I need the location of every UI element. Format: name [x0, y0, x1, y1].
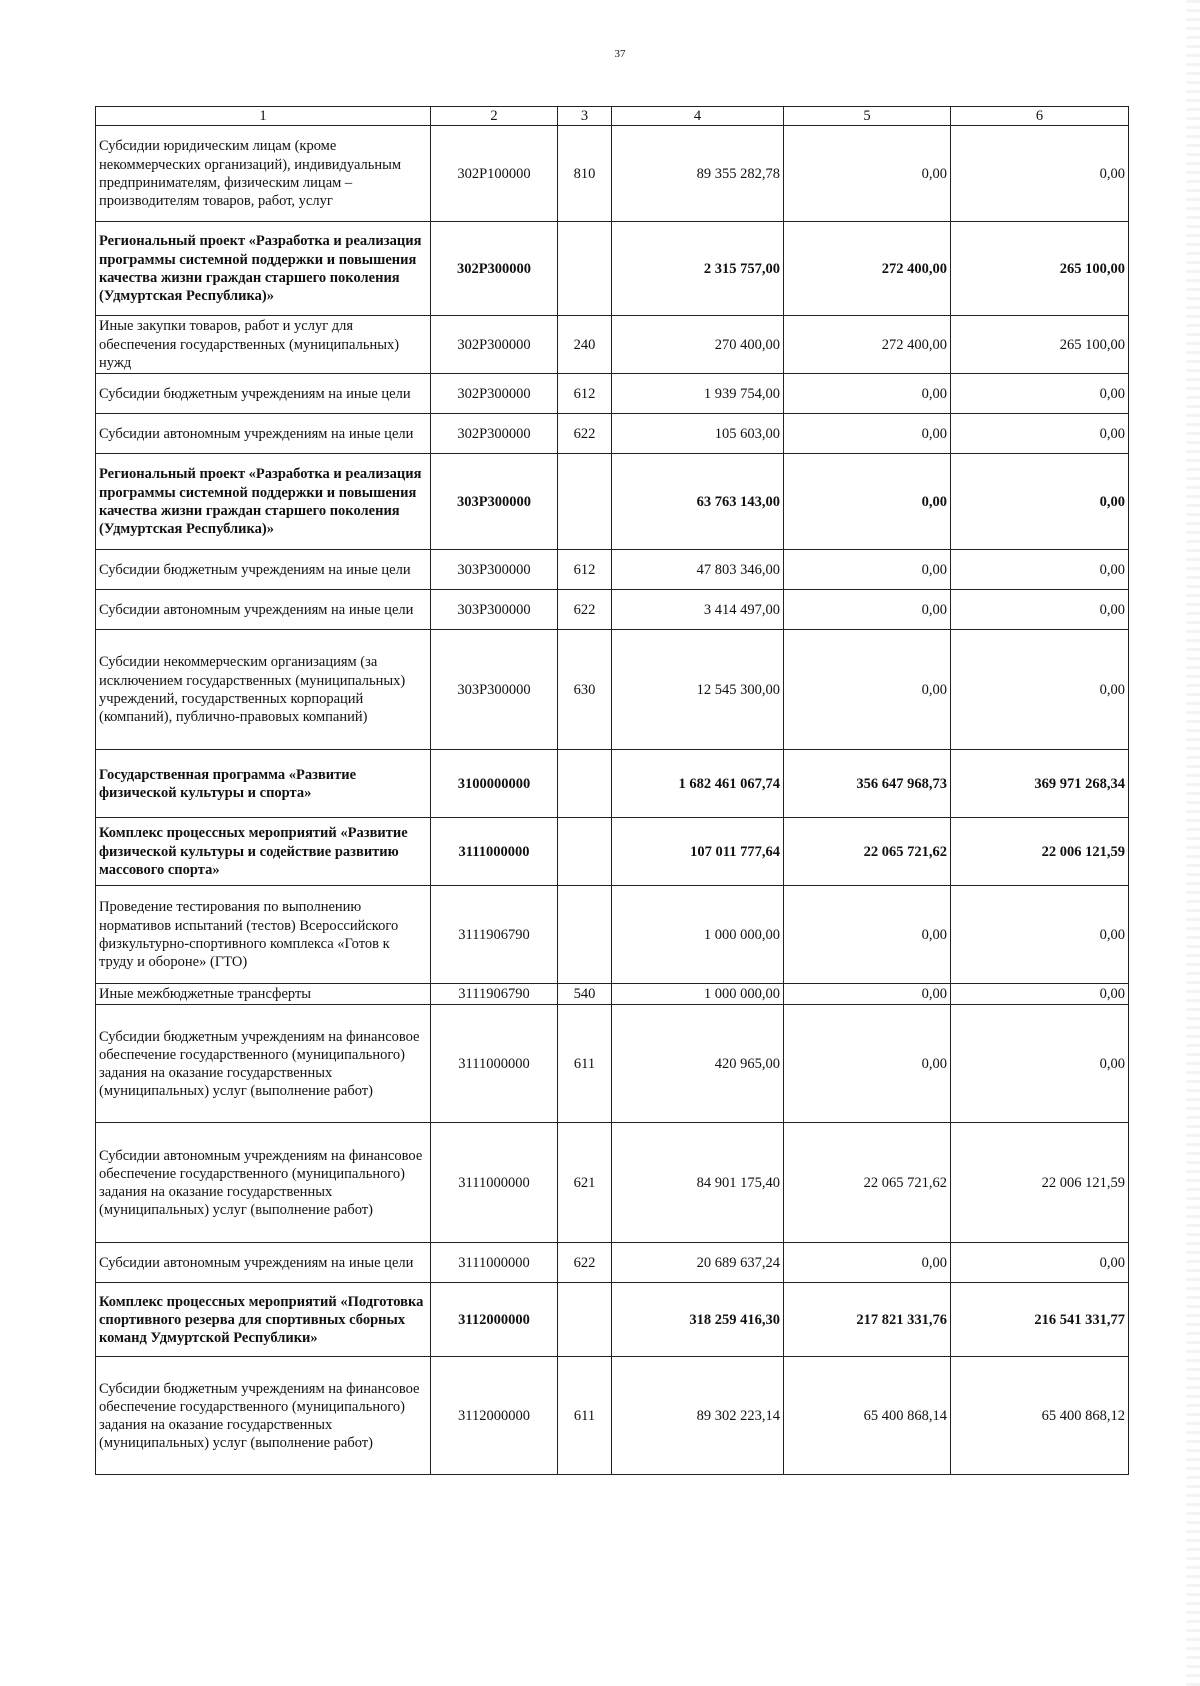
- row-name-cell: Субсидии юридическим лицам (кроме некоммерческих организаций), индивидуальным предпринимателям, физическим лицам – производителям товаров, работ, услуг: [96, 126, 431, 222]
- row-value-col6-cell: 265 100,00: [951, 222, 1129, 316]
- row-name-cell: Региональный проект «Разработка и реализация программы системной поддержки и повышения качества жизни граждан старшего поколения (Удмуртская Республика)»: [96, 222, 431, 316]
- column-header: 5: [784, 107, 951, 126]
- table-row-section: [96, 1283, 1129, 1357]
- row-code-cell: 3100000000: [431, 750, 558, 818]
- row-value-col6-cell: 216 541 331,77: [951, 1283, 1129, 1357]
- row-value-col6-cell: 65 400 868,12: [951, 1357, 1129, 1475]
- row-code-cell: 3111000000: [431, 1005, 558, 1123]
- row-value-col4-cell: 20 689 637,24: [612, 1243, 784, 1283]
- row-code-cell: 3111000000: [431, 1243, 558, 1283]
- row-code-cell: 302P300000: [431, 222, 558, 316]
- row-value-col6-cell: 0,00: [951, 374, 1129, 414]
- row-expense-type-cell: [558, 1283, 612, 1357]
- row-value-col5-cell: 217 821 331,76: [784, 1283, 951, 1357]
- row-name-cell: Проведение тестирования по выполнению нормативов испытаний (тестов) Всероссийского физкультурно-спортивного комплекса «Готов к труду и обороне» (ГТО): [96, 886, 431, 984]
- scan-edge-artifact: [1186, 0, 1200, 1686]
- row-value-col4-cell: 47 803 346,00: [612, 550, 784, 590]
- row-value-col5-cell: 0,00: [784, 630, 951, 750]
- row-expense-type-cell: 240: [558, 316, 612, 374]
- row-name-cell: Субсидии бюджетным учреждениям на иные цели: [96, 550, 431, 590]
- table-row-section: [96, 818, 1129, 886]
- row-value-col5-cell: 356 647 968,73: [784, 750, 951, 818]
- row-value-col5-cell: 0,00: [784, 414, 951, 454]
- row-value-col6-cell: 0,00: [951, 1243, 1129, 1283]
- row-expense-type-cell: 612: [558, 374, 612, 414]
- row-expense-type-cell: 630: [558, 630, 612, 750]
- row-value-col5-cell: 0,00: [784, 126, 951, 222]
- row-name-cell: Иные межбюджетные трансферты: [96, 984, 431, 1005]
- table-header-row: [96, 107, 1129, 126]
- row-value-col6-cell: 0,00: [951, 630, 1129, 750]
- table-row: [96, 550, 1129, 590]
- row-value-col4-cell: 89 302 223,14: [612, 1357, 784, 1475]
- row-expense-type-cell: [558, 222, 612, 316]
- row-code-cell: 3111906790: [431, 984, 558, 1005]
- row-value-col5-cell: 0,00: [784, 1005, 951, 1123]
- row-value-col5-cell: 272 400,00: [784, 316, 951, 374]
- row-name-cell: Субсидии автономным учреждениям на иные цели: [96, 414, 431, 454]
- row-value-col5-cell: 0,00: [784, 886, 951, 984]
- table-row: [96, 374, 1129, 414]
- row-expense-type-cell: 611: [558, 1005, 612, 1123]
- table-row: [96, 886, 1129, 984]
- row-expense-type-cell: 611: [558, 1357, 612, 1475]
- row-code-cell: 3112000000: [431, 1357, 558, 1475]
- table-row: [96, 1123, 1129, 1243]
- row-code-cell: 303P300000: [431, 590, 558, 630]
- row-value-col6-cell: 0,00: [951, 886, 1129, 984]
- row-expense-type-cell: 621: [558, 1123, 612, 1243]
- row-expense-type-cell: [558, 454, 612, 550]
- row-value-col4-cell: 84 901 175,40: [612, 1123, 784, 1243]
- row-name-cell: Субсидии бюджетным учреждениям на финансовое обеспечение государственного (муниципального) задания на оказание государственных (муниципальных) услуг (выполнение работ): [96, 1005, 431, 1123]
- row-value-col6-cell: 0,00: [951, 454, 1129, 550]
- row-expense-type-cell: 540: [558, 984, 612, 1005]
- row-value-col4-cell: 107 011 777,64: [612, 818, 784, 886]
- budget-table: [95, 106, 1129, 1475]
- row-value-col4-cell: 1 000 000,00: [612, 886, 784, 984]
- row-value-col6-cell: 0,00: [951, 550, 1129, 590]
- row-value-col6-cell: 0,00: [951, 414, 1129, 454]
- row-name-cell: Субсидии автономным учреждениям на финансовое обеспечение государственного (муниципального) задания на оказание государственных (муниципальных) услуг (выполнение работ): [96, 1123, 431, 1243]
- table-row-section: [96, 454, 1129, 550]
- table-row: [96, 630, 1129, 750]
- row-code-cell: 303P300000: [431, 550, 558, 590]
- table-row-section: [96, 222, 1129, 316]
- table-row: [96, 414, 1129, 454]
- row-value-col6-cell: 0,00: [951, 1005, 1129, 1123]
- column-header: 6: [951, 107, 1129, 126]
- row-expense-type-cell: 622: [558, 414, 612, 454]
- row-expense-type-cell: [558, 818, 612, 886]
- row-code-cell: 3111906790: [431, 886, 558, 984]
- table-row: [96, 1005, 1129, 1123]
- row-value-col6-cell: 22 006 121,59: [951, 1123, 1129, 1243]
- row-value-col5-cell: 0,00: [784, 984, 951, 1005]
- row-code-cell: 302P100000: [431, 126, 558, 222]
- table-row-section: [96, 750, 1129, 818]
- table-row: [96, 984, 1129, 1005]
- row-value-col5-cell: 22 065 721,62: [784, 1123, 951, 1243]
- row-code-cell: 302P300000: [431, 414, 558, 454]
- row-value-col5-cell: 0,00: [784, 1243, 951, 1283]
- table-row: [96, 1243, 1129, 1283]
- row-name-cell: Государственная программа «Развитие физической культуры и спорта»: [96, 750, 431, 818]
- row-value-col4-cell: 1 000 000,00: [612, 984, 784, 1005]
- row-value-col4-cell: 3 414 497,00: [612, 590, 784, 630]
- row-code-cell: 303P300000: [431, 630, 558, 750]
- column-header: 4: [612, 107, 784, 126]
- table-row: [96, 1357, 1129, 1475]
- row-value-col4-cell: 89 355 282,78: [612, 126, 784, 222]
- row-value-col5-cell: 65 400 868,14: [784, 1357, 951, 1475]
- row-name-cell: Иные закупки товаров, работ и услуг для обеспечения государственных (муниципальных) нужд: [96, 316, 431, 374]
- row-value-col4-cell: 2 315 757,00: [612, 222, 784, 316]
- row-value-col4-cell: 1 682 461 067,74: [612, 750, 784, 818]
- table-row: [96, 316, 1129, 374]
- row-value-col5-cell: 22 065 721,62: [784, 818, 951, 886]
- row-name-cell: Региональный проект «Разработка и реализация программы системной поддержки и повышения качества жизни граждан старшего поколения (Удмуртская Республика)»: [96, 454, 431, 550]
- row-name-cell: Субсидии бюджетным учреждениям на финансовое обеспечение государственного (муниципального) задания на оказание государственных (муниципальных) услуг (выполнение работ): [96, 1357, 431, 1475]
- row-expense-type-cell: [558, 750, 612, 818]
- row-name-cell: Субсидии автономным учреждениям на иные цели: [96, 590, 431, 630]
- row-value-col6-cell: 22 006 121,59: [951, 818, 1129, 886]
- table-row: [96, 126, 1129, 222]
- row-value-col4-cell: 63 763 143,00: [612, 454, 784, 550]
- row-expense-type-cell: 622: [558, 1243, 612, 1283]
- row-code-cell: 3111000000: [431, 1123, 558, 1243]
- row-value-col5-cell: 0,00: [784, 550, 951, 590]
- row-code-cell: 3112000000: [431, 1283, 558, 1357]
- row-value-col4-cell: 420 965,00: [612, 1005, 784, 1123]
- row-value-col5-cell: 0,00: [784, 454, 951, 550]
- row-name-cell: Комплекс процессных мероприятий «Развитие физической культуры и содействие развитию массового спорта»: [96, 818, 431, 886]
- row-value-col6-cell: 0,00: [951, 984, 1129, 1005]
- column-header: 2: [431, 107, 558, 126]
- table-row: [96, 590, 1129, 630]
- row-value-col4-cell: 318 259 416,30: [612, 1283, 784, 1357]
- row-expense-type-cell: 810: [558, 126, 612, 222]
- row-code-cell: 3111000000: [431, 818, 558, 886]
- row-name-cell: Субсидии бюджетным учреждениям на иные цели: [96, 374, 431, 414]
- row-value-col6-cell: 369 971 268,34: [951, 750, 1129, 818]
- row-value-col4-cell: 270 400,00: [612, 316, 784, 374]
- row-name-cell: Комплекс процессных мероприятий «Подготовка спортивного резерва для спортивных сборных команд Удмуртской Республики»: [96, 1283, 431, 1357]
- row-value-col6-cell: 265 100,00: [951, 316, 1129, 374]
- row-value-col4-cell: 1 939 754,00: [612, 374, 784, 414]
- row-code-cell: 302P300000: [431, 316, 558, 374]
- row-value-col4-cell: 12 545 300,00: [612, 630, 784, 750]
- row-value-col5-cell: 0,00: [784, 374, 951, 414]
- table-body: [96, 126, 1129, 1475]
- page-number: 37: [614, 48, 626, 60]
- row-expense-type-cell: [558, 886, 612, 984]
- row-expense-type-cell: 612: [558, 550, 612, 590]
- row-name-cell: Субсидии некоммерческим организациям (за исключением государственных (муниципальных) учреждений, государственных корпораций (компаний), публично-правовых компаний): [96, 630, 431, 750]
- row-name-cell: Субсидии автономным учреждениям на иные цели: [96, 1243, 431, 1283]
- row-value-col4-cell: 105 603,00: [612, 414, 784, 454]
- row-value-col6-cell: 0,00: [951, 126, 1129, 222]
- column-header: 1: [96, 107, 431, 126]
- row-code-cell: 302P300000: [431, 374, 558, 414]
- column-header: 3: [558, 107, 612, 126]
- row-value-col6-cell: 0,00: [951, 590, 1129, 630]
- row-expense-type-cell: 622: [558, 590, 612, 630]
- row-value-col5-cell: 272 400,00: [784, 222, 951, 316]
- row-value-col5-cell: 0,00: [784, 590, 951, 630]
- row-code-cell: 303P300000: [431, 454, 558, 550]
